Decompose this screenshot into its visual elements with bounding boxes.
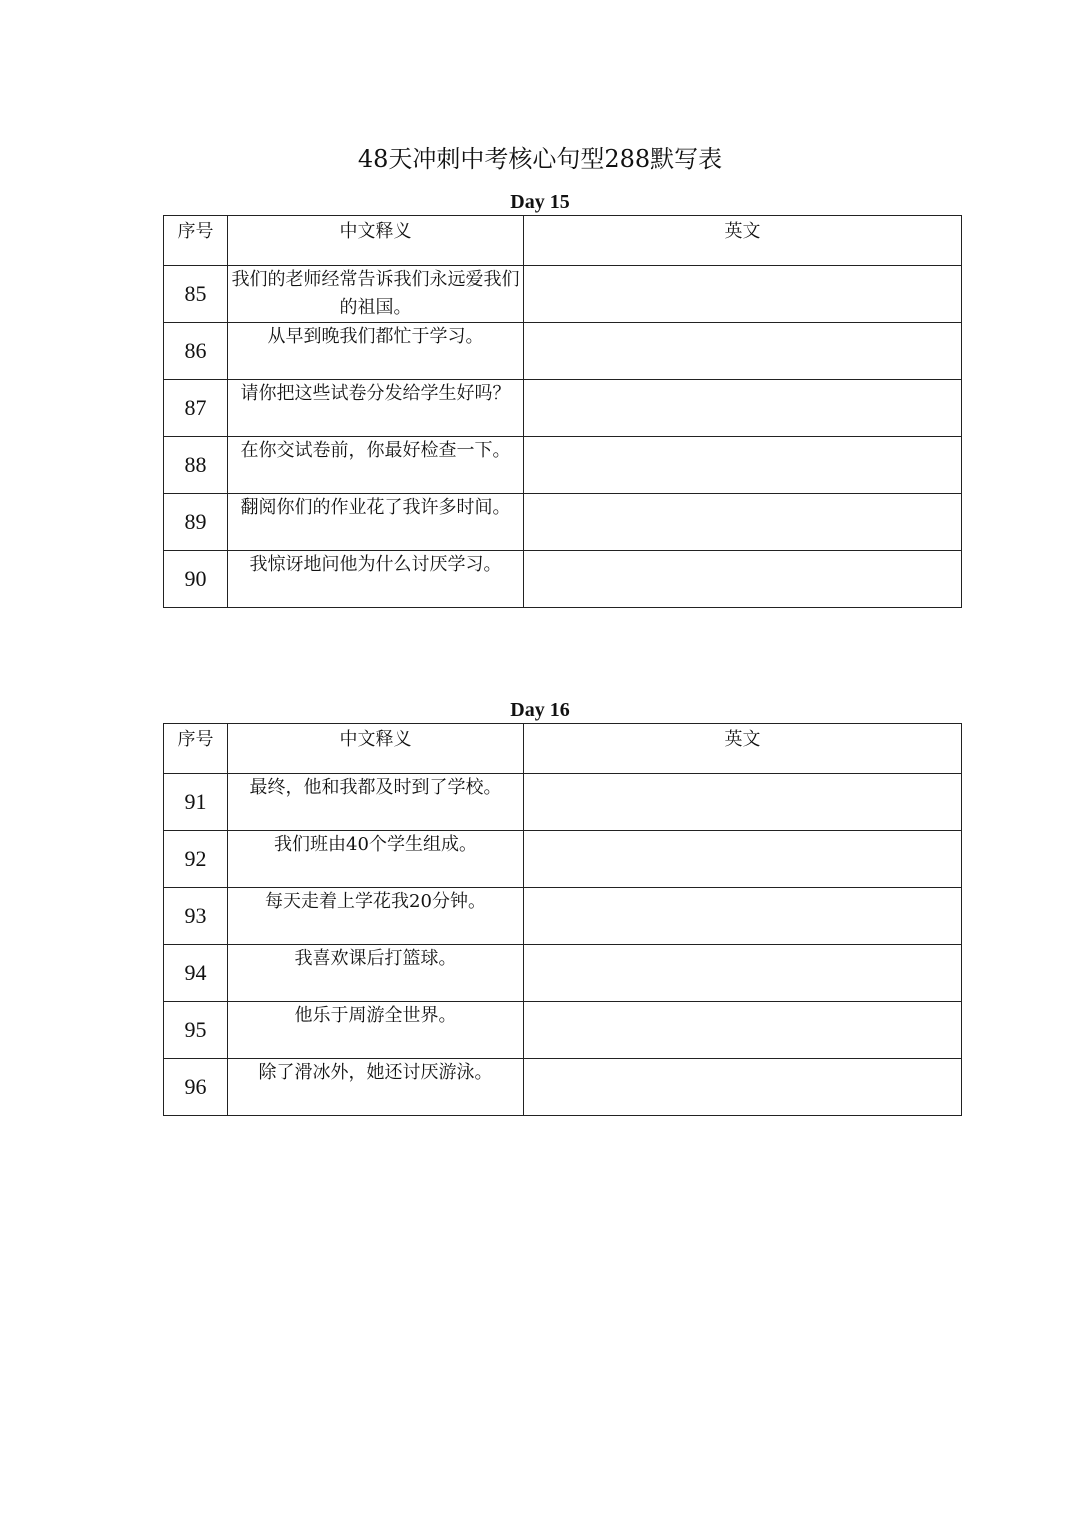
header-chinese: 中文释义 [228,216,524,266]
table-row [164,551,962,608]
table-row [164,888,962,945]
row-english-answer[interactable] [524,551,962,608]
row-number: 96 [164,1059,228,1116]
row-chinese: 除了滑冰外，她还讨厌游泳。 [228,1059,524,1116]
row-english-answer[interactable] [524,1059,962,1116]
header-number: 序号 [164,724,228,774]
row-english-answer[interactable] [524,494,962,551]
row-chinese: 翻阅你们的作业花了我许多时间。 [228,494,524,551]
row-chinese: 我喜欢课后打篮球。 [228,945,524,1002]
table-row [164,323,962,380]
row-chinese: 从早到晚我们都忙于学习。 [228,323,524,380]
row-number: 94 [164,945,228,1002]
row-chinese: 在你交试卷前，你最好检查一下。 [228,437,524,494]
page-title: 48天冲刺中考核心句型288默写表 [357,145,723,173]
row-number: 93 [164,888,228,945]
header-number: 序号 [164,216,228,266]
row-english-answer[interactable] [524,1002,962,1059]
row-english-answer[interactable] [524,945,962,1002]
row-chinese: 最终，他和我都及时到了学校。 [228,774,524,831]
row-number: 91 [164,774,228,831]
table-row [164,945,962,1002]
row-english-answer[interactable] [524,831,962,888]
row-chinese: 每天走着上学花我20分钟。 [228,888,524,945]
day-16-heading: Day 16 [510,699,570,721]
table-row [164,1059,962,1116]
row-chinese: 他乐于周游全世界。 [228,1002,524,1059]
row-chinese: 我们班由40个学生组成。 [228,831,524,888]
table-row [164,437,962,494]
row-english-answer[interactable] [524,437,962,494]
table-row [164,380,962,437]
table-row [164,1002,962,1059]
table-header-row [164,724,962,774]
header-english: 英文 [524,724,962,774]
row-number: 95 [164,1002,228,1059]
table-row [164,266,962,323]
row-english-answer[interactable] [524,888,962,945]
header-english: 英文 [524,216,962,266]
row-number: 88 [164,437,228,494]
row-number: 85 [164,266,228,323]
table-row [164,774,962,831]
table-header-row [164,216,962,266]
row-chinese: 请你把这些试卷分发给学生好吗？ [228,380,524,437]
day-16-table [163,723,962,1116]
row-number: 86 [164,323,228,380]
row-english-answer[interactable] [524,774,962,831]
day-15-heading: Day 15 [510,191,570,213]
row-english-answer[interactable] [524,323,962,380]
header-chinese: 中文释义 [228,724,524,774]
row-number: 87 [164,380,228,437]
table-row [164,494,962,551]
row-number: 89 [164,494,228,551]
row-number: 90 [164,551,228,608]
row-number: 92 [164,831,228,888]
row-english-answer[interactable] [524,380,962,437]
row-english-answer[interactable] [524,266,962,323]
day-15-table [163,215,962,608]
table-row [164,831,962,888]
row-chinese: 我们的老师经常告诉我们永远爱我们的祖国。 [228,266,524,323]
row-chinese: 我惊讶地问他为什么讨厌学习。 [228,551,524,608]
